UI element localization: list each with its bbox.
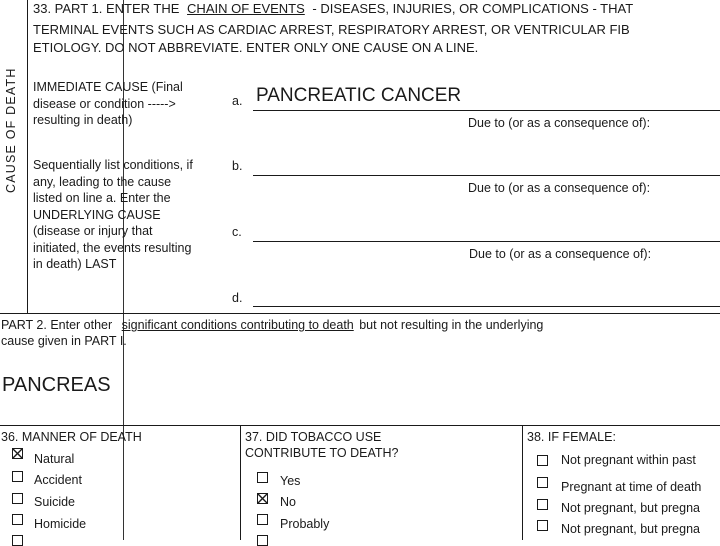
part2-instruction-line2: cause given in PART I. <box>1 334 127 348</box>
part2-suffix: but not resulting in the underlying <box>359 318 544 332</box>
cause-line-a-rule <box>253 110 720 111</box>
item33-heading-line1 <box>33 1 633 16</box>
cause-line-b-rule <box>253 175 720 176</box>
not-pregnant-but-pregnant-1-checkbox[interactable] <box>537 499 548 510</box>
chain-of-events-text: CHAIN OF EVENTS <box>187 1 305 16</box>
sequential-label-line: any, leading to the cause <box>33 174 172 189</box>
partial-checkbox[interactable] <box>257 535 268 546</box>
immediate-cause-label-line: IMMEDIATE CAUSE (Final <box>33 80 183 94</box>
not-pregnant-past-year-checkbox[interactable] <box>537 455 548 466</box>
immediate-cause-label <box>33 79 183 129</box>
not-pregnant-past-year-label: Not pregnant within past <box>561 453 696 467</box>
part2-value[interactable]: PANCREAS <box>2 374 111 396</box>
homicide-label: Homicide <box>34 517 87 531</box>
sequential-label-line: in death) LAST <box>33 257 117 271</box>
item33-heading-prefix: 33. PART 1. ENTER THE <box>33 1 180 16</box>
item38-divider <box>522 425 523 540</box>
accident-label: Accident <box>34 473 82 487</box>
not-pregnant-but-pregnant-1-label: Not pregnant, but pregna <box>561 501 700 515</box>
item33-heading-line3: ETIOLOGY. DO NOT ABBREVIATE. ENTER ONLY ONE CAUSE ON A LINE. <box>33 40 479 55</box>
left-section-divider <box>27 0 28 313</box>
pregnant-at-death-checkbox[interactable] <box>537 477 548 488</box>
part2-prefix: PART 2. Enter other <box>1 318 113 332</box>
part2-instruction-line1 <box>1 317 543 334</box>
checked-x-icon <box>257 493 268 504</box>
sequential-label-line: UNDERLYING CAUSE <box>33 207 161 222</box>
tobacco-no-checkbox[interactable] <box>257 493 268 504</box>
suicide-label: Suicide <box>34 495 75 509</box>
item37-title-line2: CONTRIBUTE TO DEATH? <box>245 446 399 460</box>
not-pregnant-but-pregnant-2-label: Not pregnant, but pregna <box>561 522 700 536</box>
tobacco-probably-label: Probably <box>280 517 330 531</box>
sequential-label-line: (disease or injury that <box>33 224 153 238</box>
line-c-due-to: Due to (or as a consequence of): <box>469 247 652 261</box>
cause-line-d-rule <box>253 306 720 307</box>
item36-title: 36. MANNER OF DEATH <box>1 430 142 444</box>
tobacco-probably-checkbox[interactable] <box>257 514 268 525</box>
checked-x-icon <box>12 448 23 459</box>
item33-heading-suffix: - DISEASES, INJURIES, OR COMPLICATIONS - THAT <box>312 1 634 16</box>
line-a-due-to: Due to (or as a consequence of): <box>468 116 651 130</box>
pregnant-at-death-label: Pregnant at time of death <box>561 480 702 494</box>
sequential-label-line: Sequentially list conditions, if <box>33 158 193 172</box>
line-c-letter: c. <box>232 225 242 239</box>
immediate-cause-label-line: resulting in death) <box>33 113 133 127</box>
tobacco-no-label: No <box>280 495 296 509</box>
natural-label: Natural <box>34 452 75 466</box>
sequential-label-line: initiated, the events resulting <box>33 240 192 255</box>
not-pregnant-but-pregnant-2-checkbox[interactable] <box>537 520 548 531</box>
cause-line-c-rule <box>253 241 720 242</box>
significant-conditions-text: significant conditions contributing to death <box>121 318 354 332</box>
natural-checkbox[interactable] <box>12 448 23 459</box>
tobacco-yes-label: Yes <box>280 474 301 488</box>
item38-title: 38. IF FEMALE: <box>527 430 616 444</box>
partial-checkbox[interactable] <box>12 535 23 546</box>
tobacco-yes-checkbox[interactable] <box>257 472 268 483</box>
sequential-label-line: listed on line a. Enter the <box>33 191 171 205</box>
item37-divider <box>240 425 241 540</box>
cause-line-a-value[interactable]: PANCREATIC CANCER <box>256 85 462 106</box>
part1-bottom-rule <box>0 313 720 314</box>
line-a-letter: a. <box>232 94 243 108</box>
line-b-due-to: Due to (or as a consequence of): <box>468 181 651 195</box>
line-b-letter: b. <box>232 159 243 173</box>
sequential-conditions-label <box>33 157 193 273</box>
cause-of-death-side-label: CAUSE OF DEATH <box>4 67 18 193</box>
homicide-checkbox[interactable] <box>12 514 23 525</box>
suicide-checkbox[interactable] <box>12 493 23 504</box>
item37-title-line1: 37. DID TOBACCO USE <box>245 430 382 444</box>
line-d-letter: d. <box>232 291 243 305</box>
item33-heading-line2: TERMINAL EVENTS SUCH AS CARDIAC ARREST, RESPIRATORY ARREST, OR VENTRICULAR FIB <box>33 22 630 37</box>
part2-bottom-rule <box>0 425 720 426</box>
accident-checkbox[interactable] <box>12 471 23 482</box>
immediate-cause-label-line: disease or condition -----> <box>33 96 176 111</box>
